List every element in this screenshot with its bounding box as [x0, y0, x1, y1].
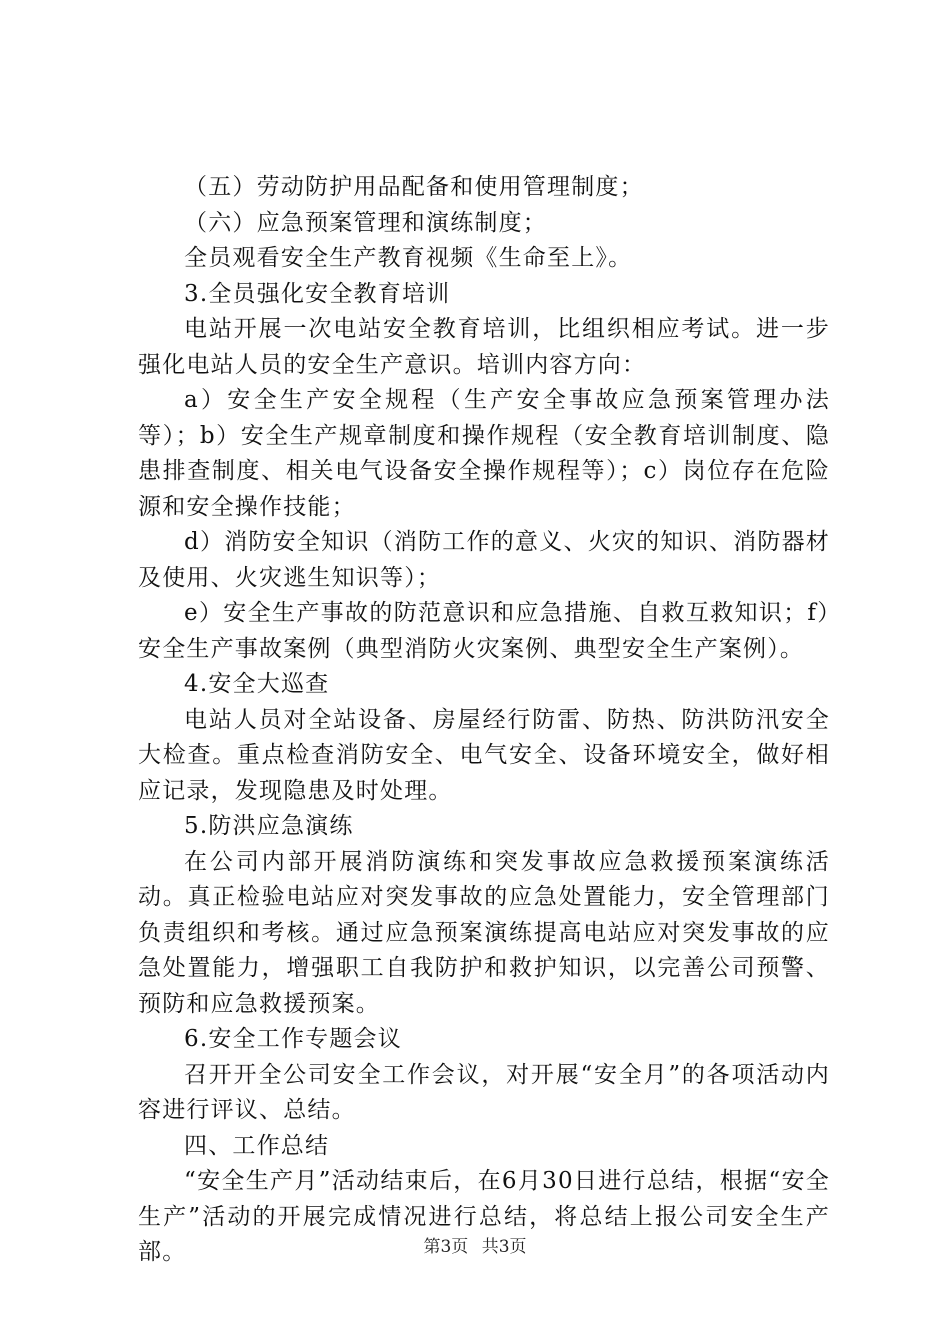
section-heading-summary: 四、工作总结 [184, 1132, 330, 1159]
page-total: 共3页 [481, 1237, 527, 1257]
page-footer [0, 1237, 950, 1257]
paragraph-training: 电站开展一次电站安全教育培训，比组织相应考试。进一步强化电站人员的安全生产意识。培训内容方向： [138, 316, 830, 378]
page-number: 第3页 [423, 1237, 469, 1257]
section-heading-4: 4.安全大巡查 [184, 671, 330, 697]
paragraph-item-5: （五）劳动防护用品配备和使用管理制度； [184, 174, 644, 200]
paragraph-summary: “安全生产月”活动结束后，在6月30日进行总结，根据“安全生产”活动的开展完成情况进行总结，将总结上报公司安全生产部。 [138, 1168, 830, 1265]
paragraph-item-6: （六）应急预案管理和演练制度； [184, 209, 547, 236]
paragraph-training-a-b-c: a）安全生产安全规程（生产安全事故应急预案管理办法等）；b）安全生产规章制度和操作规程（安全教育培训制度、隐患排查制度、相关电气设备安全操作规程等）；c）岗位存在危险源和安全操作技能； [138, 387, 830, 520]
section-heading-6: 6.安全工作专题会议 [184, 1026, 402, 1052]
paragraph-meeting: 召开开全公司安全工作会议，对开展“安全月”的各项活动内容进行评议、总结。 [138, 1061, 830, 1123]
paragraph-training-e-f: e）安全生产事故的防范意识和应急措施、自救互救知识；f）安全生产事故案例（典型消防火灾案例、典型安全生产案例）。 [138, 600, 830, 662]
paragraph-video: 全员观看安全生产教育视频《生命至上》。 [184, 245, 633, 271]
section-heading-3: 3.全员强化安全教育培训 [184, 280, 451, 307]
paragraph-inspection: 电站人员对全站设备、房屋经行防雷、防热、防洪防汛安全大检查。重点检查消防安全、电气安全、设备环境安全，做好相应记录，发现隐患及时处理。 [138, 706, 830, 804]
document-body [138, 170, 830, 1271]
section-heading-5: 5.防洪应急演练 [184, 813, 354, 839]
paragraph-training-d: d）消防安全知识（消防工作的意义、火灾的知识、消防器材及使用、火灾逃生知识等）； [138, 529, 830, 591]
paragraph-drill: 在公司内部开展消防演练和突发事故应急救援预案演练活动。真正检验电站应对突发事故的应急处置能力，安全管理部门负责组织和考核。通过应急预案演练提高电站应对突发事故的应急处置能力，增强职工自我防护和救护知识，以完善公司预警、预防和应急救援预案。 [138, 848, 830, 1017]
